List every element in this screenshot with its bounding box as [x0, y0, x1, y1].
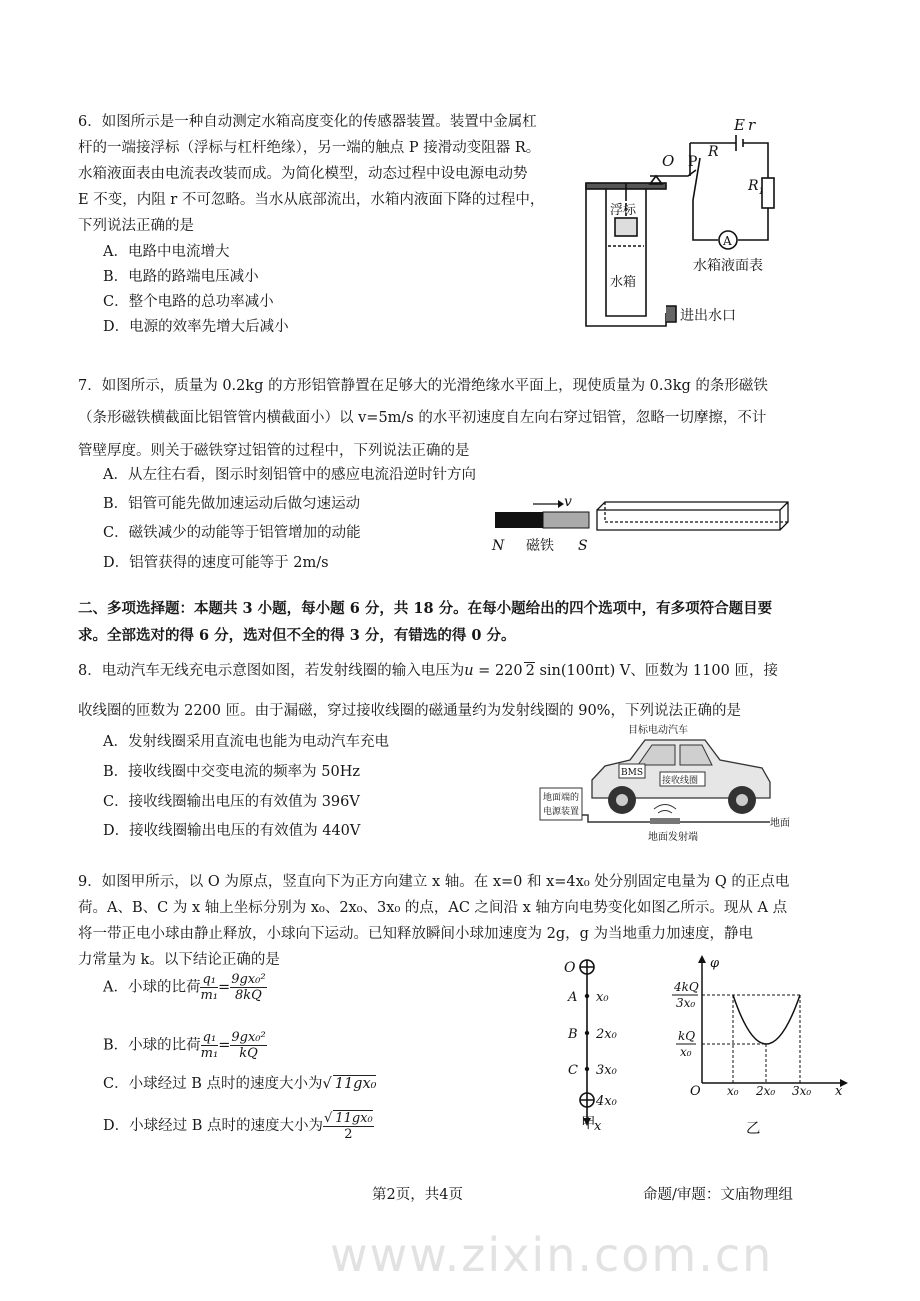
ammeter-icon: A: [723, 234, 732, 248]
south-pole-label: S: [578, 538, 588, 554]
q9-figure-jia: [560, 952, 630, 1132]
q9-option-a: A．小球的比荷 $\frac{\text{q₁}}{\text{m₁}}$ = $\frac{\text{9gx₀²}}{8kQ}$: [103, 972, 266, 1003]
tick-top-denominator: 3x₀: [676, 996, 696, 1010]
q6-stem-line: 水箱液面表由电流表改装而成。为简化模型，动态过程中设电源电动势: [78, 166, 528, 182]
point-b-label: B: [568, 1027, 578, 1042]
tick-mid-denominator: x₀: [680, 1045, 692, 1059]
origin-label: O: [564, 960, 576, 976]
q8-stem-pre: 8．电动汽车无线充电示意图如图，若发射线圈的输入电压为: [78, 663, 465, 679]
q9-stem-line: 荷。A、B、C 为 x 轴上坐标分别为 x₀、2x₀、3x₀ 的点，AC 之间沿 x 轴方向电势变化如图乙所示。现从 A 点: [78, 900, 788, 916]
point-a-label: A: [568, 990, 578, 1005]
contact-label: P: [688, 154, 698, 170]
figure-yi-caption: 乙: [746, 1121, 761, 1137]
q7-stem-line: （条形磁铁横截面比铝管管内横截面小）以 v=5m/s 的水平初速度自左向右穿过铝管，忽略一切摩擦，不计: [78, 410, 767, 426]
float-label: 浮标: [610, 203, 637, 218]
bms-label: BMS: [621, 768, 643, 778]
q7-stem-line: 管壁厚度。则关于磁铁穿过铝管的过程中，下列说法正确的是: [78, 443, 470, 459]
magnet-label: 磁铁: [526, 538, 554, 554]
tick-mid-numerator: kQ: [678, 1029, 696, 1043]
q9-option-d: D．小球经过 B 点时的速度大小为 $\frac{\text{√ 11gx₀}}{2}$: [103, 1111, 373, 1142]
transmitter-label: 地面发射端: [648, 832, 698, 843]
north-pole-label: N: [492, 538, 505, 554]
receiver-coil-label: 接收线圈: [662, 776, 699, 786]
emf-label: E: [734, 116, 745, 134]
x-axis-label: x: [594, 1119, 602, 1132]
power-device-label: 地面端的: [543, 793, 580, 803]
q7-option-d: D．铝管获得的速度可能等于 2m/s: [103, 555, 329, 571]
q6-stem-line: 6．如图所示是一种自动测定水箱高度变化的传感器装置。装置中金属杠: [78, 114, 537, 130]
q9-stem-line: 力常量为 k。以下结论正确的是: [78, 952, 280, 968]
q8-wireless-charging-figure: [530, 720, 800, 845]
outlet-label: 进出水口: [680, 308, 736, 324]
origin-label: O: [690, 1084, 701, 1095]
power-device-label: 电源装置: [543, 807, 580, 817]
q6-stem-line: E 不变，内阻 r 不可忽略。当水从底部流出，水箱内液面下降的过程中，: [78, 192, 545, 208]
q6-option-a: A．电路中电流增大: [103, 244, 230, 260]
q7-option-a: A．从左往右看，图示时刻铝管中的感应电流沿逆时针方向: [103, 467, 476, 483]
q8-voltage-formula: u = 220 2 sin(100πt) V: [464, 663, 631, 679]
q8-stem-line: 收线圈的匝数为 2200 匝。由于漏磁，穿过接收线圈的磁通量约为发射线圈的 90%，下列说法正确的是: [78, 703, 741, 719]
q6-stem-line: 杆的一端接浮标（浮标与杠杆绝缘），另一端的触点 P 接滑动变阻器 R。: [78, 140, 541, 156]
q7-magnet-tube-figure: [490, 488, 800, 558]
resistor-r1-label: $R_1$: [748, 178, 765, 197]
q9-stem-line: 将一带正电小球由静止释放，小球向下运动。已知释放瞬间小球加速度为 2g，g 为当地重力加速度，静电: [78, 926, 754, 942]
velocity-label: v: [564, 494, 572, 510]
phi-axis-label: φ: [710, 956, 720, 971]
tick-top-numerator: 4kQ: [674, 980, 699, 994]
x-tick-label: 3x₀: [792, 1084, 812, 1095]
x-tick-label: x₀: [727, 1084, 739, 1095]
tank-label: 水箱: [610, 275, 637, 290]
q9-option-b: B．小球的比荷 $\frac{\text{q₁}}{\text{m₁}}$ = $\frac{\text{9gx₀²}}{kQ}$: [103, 1030, 266, 1061]
q8-option-c: C．接收线圈输出电压的有效值为 396V: [103, 794, 360, 810]
q9-figure-yi-potential-graph: [660, 955, 850, 1095]
meter-label: 水箱液面表: [693, 258, 763, 274]
author-credit: 命题/审题：文庙物理组: [643, 1187, 793, 1203]
q6-option-d: D．电源的效率先增大后减小: [103, 319, 289, 335]
page-number: 第2页，共4页: [372, 1187, 463, 1203]
point-c-label: C: [568, 1063, 578, 1078]
tick-label: 2x₀: [596, 1027, 617, 1042]
watermark: www.zixin.com.cn: [330, 1228, 774, 1282]
figure-jia-caption: 甲: [581, 1116, 596, 1132]
rheostat-label: R: [708, 144, 719, 160]
q6-option-c: C．整个电路的总功率减小: [103, 294, 274, 310]
q7-option-c: C．磁铁减少的动能等于铝管增加的动能: [103, 525, 361, 541]
q6-stem-line: 下列说法正确的是: [78, 218, 194, 234]
q7-stem-line: 7．如图所示，质量为 0.2kg 的方形铝管静置在足够大的光滑绝缘水平面上，现使质量为 0.3kg 的条形磁铁: [78, 378, 768, 394]
car-label: 目标电动汽车: [628, 725, 688, 736]
q6-circuit-figure: [578, 108, 798, 333]
x-tick-label: 2x₀: [756, 1084, 776, 1095]
q8-option-d: D．接收线圈输出电压的有效值为 440V: [103, 823, 361, 839]
q9-stem-line: 9．如图甲所示，以 O 为原点，竖直向下为正方向建立 x 轴。在 x=0 和 x=4x₀ 处分别固定电量为 Q 的正点电: [78, 874, 790, 890]
q8-stem-line: [78, 659, 778, 680]
q8-stem-post: 、匝数为 1100 匝，接: [630, 663, 778, 679]
tick-label: x₀: [596, 990, 609, 1005]
q6-option-b: B．电路的路端电压减小: [103, 269, 259, 285]
section-2-header: 二、多项选择题：本题共 3 小题，每小题 6 分，共 18 分。在每小题给出的四个选项中，有多项符合题目要: [78, 600, 773, 617]
q8-option-a: A．发射线圈采用直流电也能为电动汽车充电: [103, 734, 389, 750]
x-axis-label: x: [835, 1084, 843, 1095]
q8-option-b: B．接收线圈中交变电流的频率为 50Hz: [103, 764, 360, 780]
section-2-header: 求。全部选对的得 6 分，选对但不全的得 3 分，有错选的得 0 分。: [78, 627, 516, 644]
internal-resistance-label: r: [748, 116, 756, 134]
ground-label: 地面: [770, 818, 790, 829]
tick-label: 3x₀: [596, 1063, 617, 1078]
tick-label: 4x₀: [596, 1094, 617, 1109]
q7-option-b: B．铝管可能先做加速运动后做匀速运动: [103, 496, 361, 512]
pivot-label: O: [662, 152, 675, 170]
q9-option-c: C．小球经过 B 点时的速度大小为√ 11gx₀: [103, 1076, 377, 1092]
